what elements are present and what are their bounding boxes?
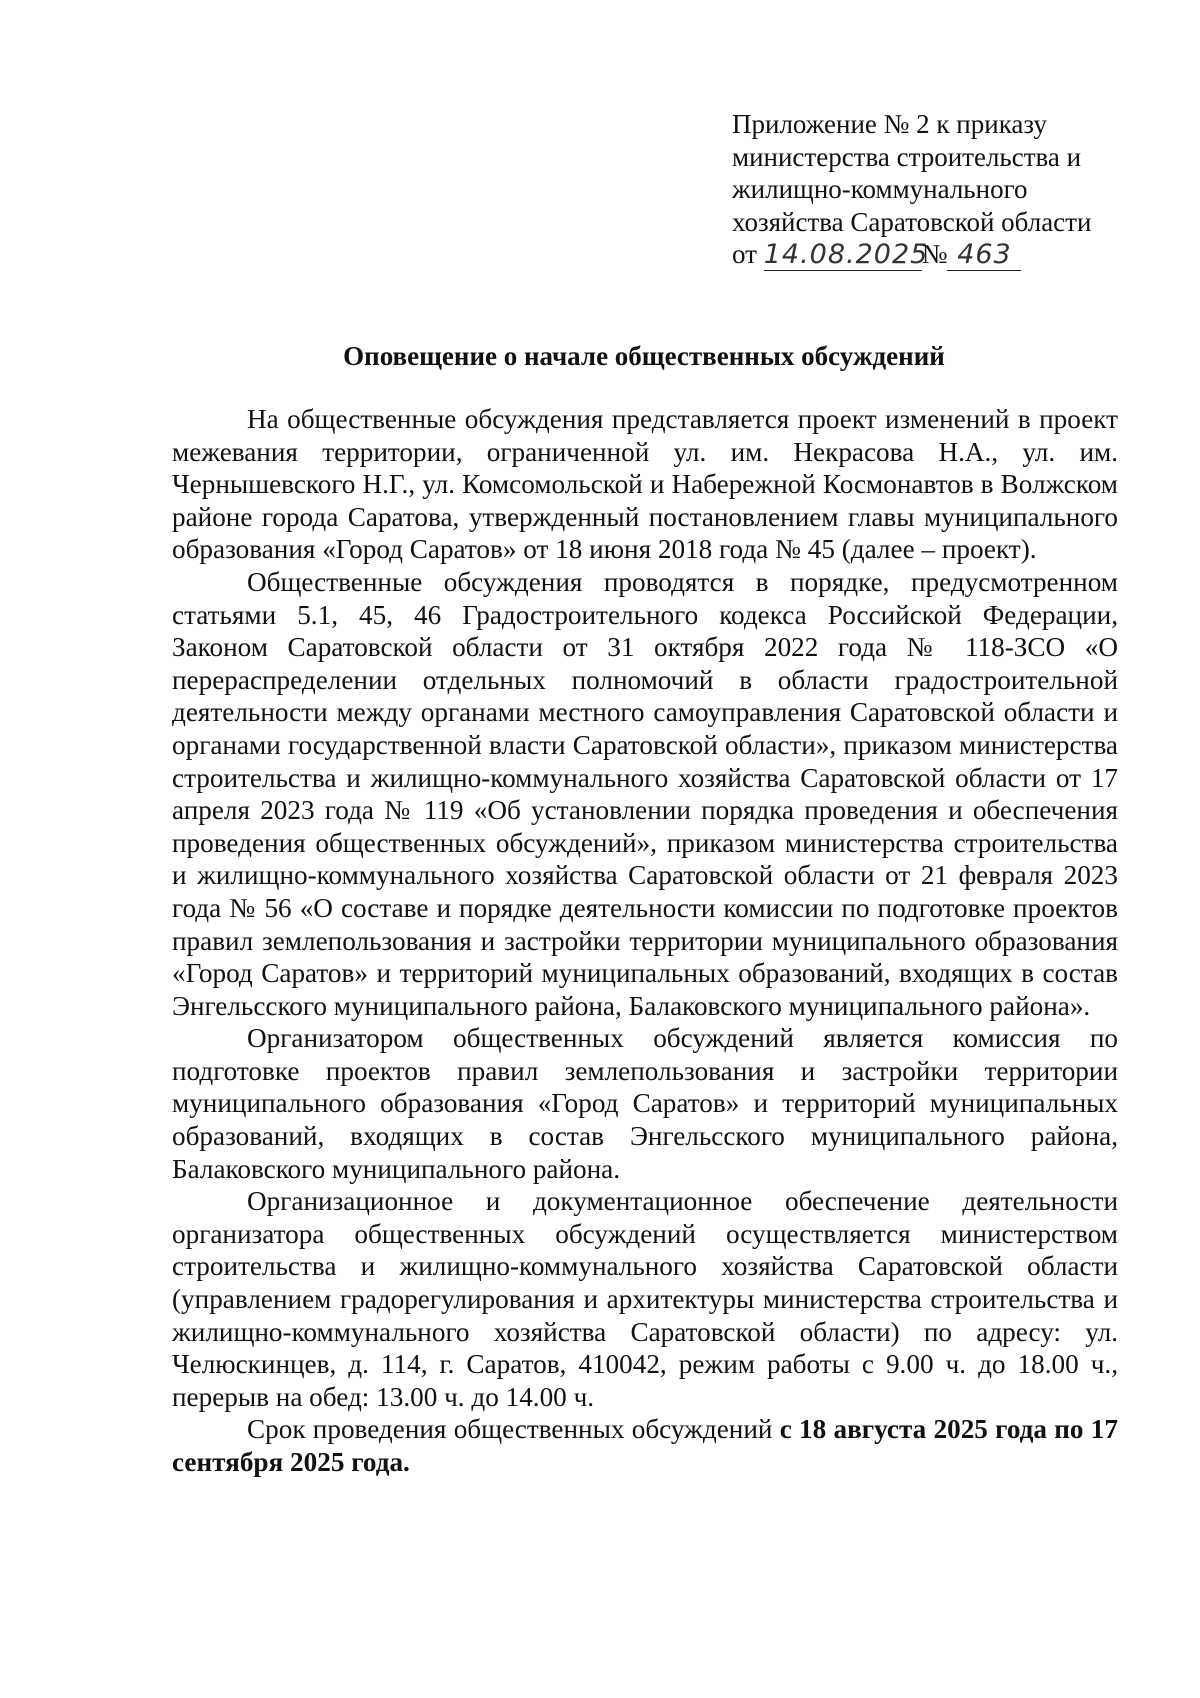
document-body [172,403,1118,1479]
handwritten-date: 14.08.2025 [763,239,929,270]
appendix-line-3: жилищно-коммунального [732,174,1028,204]
appendix-date-line [732,238,1152,271]
paragraph-project: На общественные обсуждения представляется проект изменений в проект межевания территории, ограниченной ул. им. Некрасова Н.А., ул. им. Чернышевского Н.Г., ул. Комсомольской и Набережной Космонавтов в Волжском районе города Саратова, утвержденный постановлением главы муниципального образования «Город Саратов» от 18 июня 2018 года № 45 (далее – проект). [172,404,1118,565]
number-prefix: № [921,239,948,269]
paragraph-period [172,1413,1118,1478]
paragraph-procedure: Общественные обсуждения проводятся в порядке, предусмотренном статьями 5.1, 45, 46 Градостроительного кодекса Российской Федерации, Законом Саратовской области от 31 октября 2022 года № 118-ЗСО «О перераспределении отдельных полномочий в области градостроительной деятельности между органами местного самоуправления Саратовской области и органами государственной власти Саратовской области», приказом министерства строительства и жилищно-коммунального хозяйства Саратовской области от 17 апреля 2023 года № 119 «Об установлении порядка проведения и обеспечения проведения общественных обсуждений», приказом министерства строительства и жилищно-коммунального хозяйства Саратовской области от 21 февраля 2023 года № 56 «О составе и порядке деятельности комиссии по подготовке проектов правил землепользования и застройки территории муниципального образования «Город Саратов» и территорий муниципальных образований, входящих в состав Энгельсского муниципального района, Балаковского муниципального района». [172,566,1118,1021]
period-text: Срок проведения общественных обсуждений [247,1414,780,1445]
document-title: Оповещение о начале общественных обсуждений [343,341,945,371]
handwritten-number: 463 [947,240,1021,271]
appendix-header [732,108,1152,271]
date-prefix: от [732,239,757,269]
period-dates: с 18 августа 2025 года по 17 сентября 2025 года. [172,1414,1118,1477]
paragraph-organizer: Организатором общественных обсуждений является комиссия по подготовке проектов правил землепользования и застройки территории муниципального образования «Город Саратов» и территорий муниципальных образований, входящих в состав Энгельсского муниципального района, Балаковского муниципального района. [172,1023,1118,1184]
appendix-line-2: министерства строительства и [732,141,1082,172]
appendix-line-4: хозяйства Саратовской области [732,206,1092,237]
appendix-line-1: Приложение № 2 к приказу [732,109,1047,139]
paragraph-support: Организационное и документационное обеспечение деятельности организатора общественных обсуждений осуществляется министерством строительства и жилищно-коммунального хозяйства Саратовской области (управлением градорегулирования и архитектуры министерства строительства и жилищно-коммунального хозяйства Саратовской области) по адресу: ул. Челюскинцев, д. 114, г. Саратов, 410042, режим работы с 9.00 ч. до 18.00 ч., перерыв на обед: 13.00 ч. до 14.00 ч. [172,1186,1118,1412]
